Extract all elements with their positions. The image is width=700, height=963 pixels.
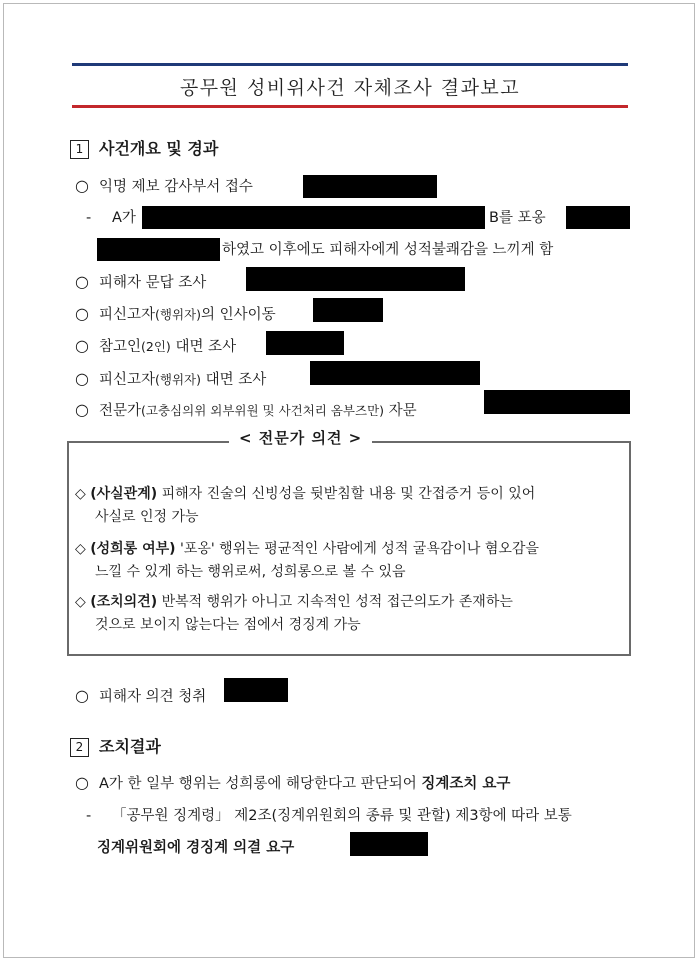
section-number-box: 2	[70, 738, 89, 757]
title-bar	[72, 63, 628, 107]
list-item-report	[75, 176, 253, 197]
item-text: 익명 제보 감사부서 접수	[99, 179, 253, 195]
diamond-icon: ◇	[75, 486, 86, 502]
section-2-heading	[70, 737, 161, 757]
opinion-text: 피해자 진술의 신빙성을 뒷받침할 내용 및 간접증거 등이 있어	[161, 486, 536, 502]
item-text: 「공무원 징계령」 제2조(징계위원회의 종류 및 관할) 제3항에 따라 보통	[112, 808, 572, 824]
section-title: 사건개요 및 경과	[99, 139, 219, 158]
list-item-witness-interview	[75, 336, 236, 357]
item-note: (고충심의위 외부위원 및 사건처리 옴부즈만)	[141, 403, 385, 418]
item-text: A가 한 일부 행위는 성희롱에 해당한다고 판단되어	[99, 776, 417, 792]
opinion-label: (조치의견)	[90, 594, 158, 610]
redaction-block	[266, 331, 344, 355]
item-text: 대면 조사	[175, 339, 237, 355]
item-text: 피해자 문답 조사	[99, 275, 207, 291]
opinion-action-cont: 것으로 보이지 않는다는 점에서 경징계 가능	[95, 617, 361, 633]
redaction-block	[310, 361, 480, 385]
opinion-fact-cont: 사실로 인정 가능	[95, 509, 199, 525]
redaction-block	[350, 832, 428, 856]
title-rule-blue	[72, 63, 628, 66]
list-item-victim-interview	[75, 272, 206, 293]
item-text: 대면 조사	[205, 372, 267, 388]
opinion-harassment-cont: 느낄 수 있게 하는 행위로써, 성희롱으로 볼 수 있음	[95, 564, 406, 580]
opinion-label: (성희롱 여부)	[90, 541, 176, 557]
list-item-accused-transfer	[75, 304, 276, 325]
circle-bullet-icon: ○	[75, 400, 89, 419]
list-item-accused-interview	[75, 369, 266, 390]
redaction-block	[566, 206, 630, 229]
redaction-block	[313, 298, 383, 322]
item-text-emphasis: 징계조치 요구	[421, 776, 511, 792]
item-note: (2인)	[141, 339, 171, 354]
section-number-box: 1	[70, 140, 89, 159]
item-text: 전문가	[99, 403, 142, 419]
list-item-expert	[75, 400, 417, 421]
basis-item	[86, 806, 572, 826]
opinion-harassment	[75, 539, 539, 559]
opinion-text: 반복적 행위가 아니고 지속적인 성적 접근의도가 존재하는	[161, 594, 513, 610]
circle-bullet-icon: ○	[75, 336, 89, 355]
item-text: 피해자 의견 청취	[99, 689, 207, 705]
redaction-block	[224, 678, 288, 702]
redaction-block	[97, 238, 220, 261]
circle-bullet-icon: ○	[75, 176, 89, 195]
list-subitem-a	[86, 208, 136, 228]
item-text: 피신고자	[99, 372, 156, 388]
expert-opinion-title: < 전문가 의견 >	[229, 428, 372, 448]
opinion-text: '포옹' 행위는 평균적인 사람에게 성적 굴욕감이나 혐오감을	[179, 541, 539, 557]
item-text: 의 인사이동	[201, 307, 276, 323]
item-text: 피신고자	[99, 307, 156, 323]
circle-bullet-icon: ○	[75, 272, 89, 291]
diamond-icon: ◇	[75, 594, 86, 610]
dash-marker: -	[86, 210, 92, 226]
opinion-fact	[75, 484, 535, 504]
circle-bullet-icon: ○	[75, 773, 89, 792]
item-text: 참고인	[99, 339, 142, 355]
diamond-icon: ◇	[75, 541, 86, 557]
redaction-block	[484, 390, 630, 414]
item-text: A가	[112, 210, 136, 226]
title-rule-red	[72, 105, 628, 108]
item-note: (행위자)	[155, 372, 202, 387]
redaction-block	[303, 175, 437, 198]
circle-bullet-icon: ○	[75, 686, 89, 705]
basis-item-cont: 징계위원회에 경징계 의결 요구	[97, 840, 295, 856]
document-title: 공무원 성비위사건 자체조사 결과보고	[179, 77, 521, 99]
opinion-action	[75, 592, 513, 612]
item-note: (행위자)	[155, 307, 202, 322]
redaction-block	[246, 267, 465, 291]
opinion-label: (사실관계)	[90, 486, 158, 502]
item-text-b: B를 포옹	[489, 210, 546, 226]
section-title: 조치결과	[99, 737, 161, 756]
item-text-continuation: 하였고 이후에도 피해자에게 성적불쾌감을 느끼게 함	[222, 242, 554, 258]
circle-bullet-icon: ○	[75, 304, 89, 323]
circle-bullet-icon: ○	[75, 369, 89, 388]
redaction-block	[142, 206, 485, 229]
section-1-heading	[70, 139, 218, 159]
item-text: 자문	[388, 403, 417, 419]
list-item-victim-opinion	[75, 686, 206, 707]
result-item	[75, 773, 510, 794]
dash-marker: -	[86, 808, 92, 824]
